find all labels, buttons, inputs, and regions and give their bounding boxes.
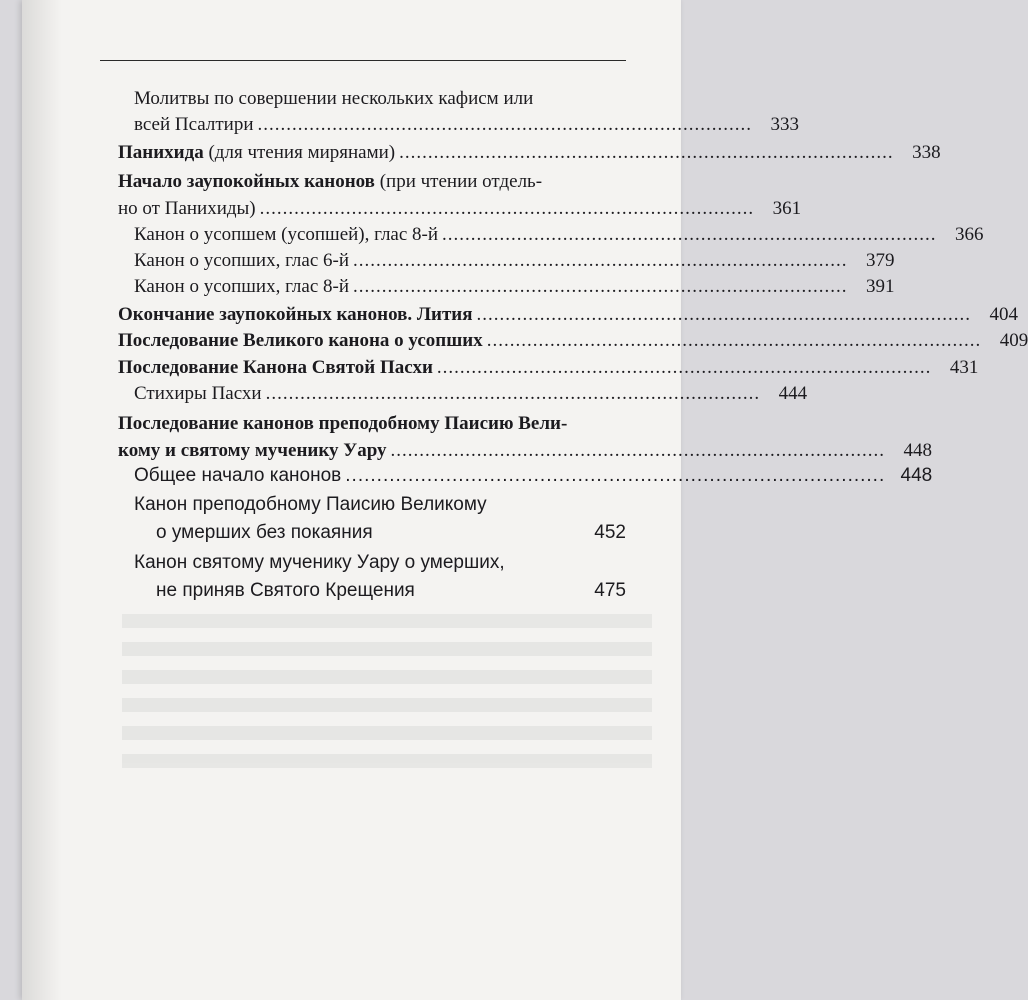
toc-entry-line: всей Псалтири ...................................................................................... 333 [134,114,799,135]
toc-entry-line: Канон о усопших, глас 6-й ...................................................................................... 379 [134,250,895,271]
toc-page-number: 391 [866,276,895,297]
toc-page-number: 409 [999,330,1028,351]
toc-page-number: 361 [772,198,802,219]
toc-page-number: 338 [912,142,941,163]
toc-page-number: 366 [955,224,984,245]
toc-entry-line: не приняв Святого Крещения 475 [156,580,626,601]
toc-entry-line: о умерших без покаяния 452 [156,522,626,543]
toc-entry-line: Молитвы по совершении нескольких кафисм или [134,88,534,109]
toc-page-number: 452 [594,522,626,543]
toc-entry-line: Канон преподобному Паисию Великому [134,494,487,515]
toc-entry-line: но от Панихиды) ...................................................................................... 361 [118,198,802,219]
toc-page-number: 404 [989,304,1019,325]
toc-entry-line: Окончание заупокойных канонов. Лития ...................................................................................... 404 [118,304,1019,325]
toc-page-number: 379 [866,250,895,271]
toc-entry-line: Стихиры Пасхи ...................................................................................... 444 [134,383,808,404]
toc-entry-line: Канон о усопших, глас 8-й ...................................................................................... 391 [134,276,895,297]
toc-entry-line: Последование Великого канона о усопших ...................................................................................... 409 [118,330,1028,351]
toc-entry-line: Начало заупокойных канонов (при чтении отдель- [118,171,543,192]
toc-page-number: 333 [770,114,799,135]
toc-entry-line: кому и святому мученику Уару ...................................................................................... 448 [118,440,933,461]
toc-entry-line: Последование Канона Святой Пасхи ...................................................................................... 431 [118,357,979,378]
toc-page-number: 448 [903,440,933,461]
toc-page-number: 444 [778,383,808,404]
toc-entry-line: Канон святому мученику Уару о умерших, [134,552,505,573]
toc-entry-line: Панихида (для чтения мирянами) ...................................................................................... 338 [118,142,941,163]
bleed-through-shadow [122,600,652,860]
toc-page-number: 431 [949,357,979,378]
toc-entry-line: Канон о усопшем (усопшей), глас 8-й ...................................................................................... 366 [134,224,984,245]
toc-page-number: 448 [900,465,933,486]
toc-page-number: 475 [594,580,626,601]
book-page [22,0,1028,1000]
top-rule [100,60,626,61]
toc-entry-line: Последование канонов преподобному Паисию Вели- [118,413,568,434]
toc-entry-line: Общее начало канонов ...................................................................................... 448 [134,465,933,486]
